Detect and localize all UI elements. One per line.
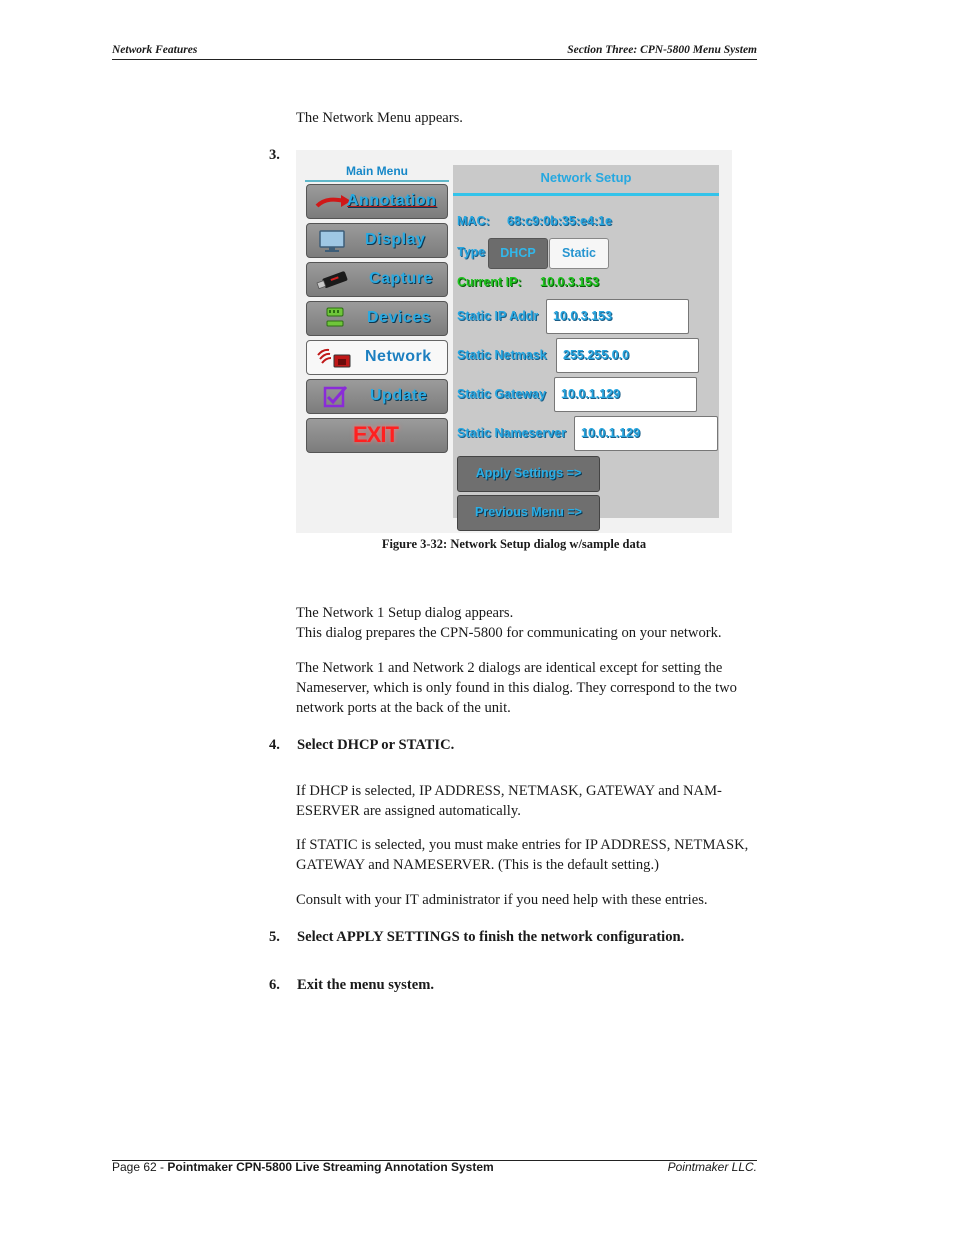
gateway-label: Static Gateway [457, 387, 546, 401]
netmask-value: 255.255.0.0 [563, 348, 630, 362]
nameserver-value: 10.0.1.129 [581, 426, 641, 440]
paragraph-1-line-1: The Network 1 Setup dialog appears. [296, 605, 514, 621]
static-ip-label: Static IP Addr [457, 309, 539, 323]
footer-left [112, 1160, 494, 1174]
static-toggle[interactable]: Static [549, 238, 609, 269]
running-header-right: Section Three: CPN-5800 Menu System [567, 44, 757, 56]
gateway-field[interactable] [554, 377, 697, 412]
menu-annotation-label: Annotation [347, 192, 437, 209]
gateway-value: 10.0.1.129 [561, 387, 621, 401]
exit-sign-icon: EXIT [353, 422, 398, 447]
dhcp-toggle[interactable]: DHCP [488, 238, 548, 269]
current-ip-label: Current IP: [457, 275, 522, 289]
step-6-text: Exit the menu system. [297, 977, 435, 993]
paragraph-5: Consult with your IT administrator if you need help with these entries. [296, 892, 708, 908]
current-ip-value: 10.0.3.153 [540, 275, 600, 289]
menu-network-label: Network [365, 348, 432, 365]
footer-company: Pointmaker LLC. [667, 1160, 757, 1174]
static-ip-value: 10.0.3.153 [553, 309, 613, 323]
footer-title: Pointmaker CPN-5800 Live Streaming Annotation System [167, 1160, 494, 1174]
netmask-label: Static Netmask [457, 348, 547, 362]
menu-network-button[interactable] [306, 340, 448, 375]
paragraph-4: If STATIC is selected, you must make entries for IP ADDRESS, NETMASK, GATEWAY and NAMESERVER. (This is the default setting.) [296, 837, 749, 873]
running-header-left: Network Features [112, 44, 198, 56]
menu-exit-button[interactable] [306, 418, 448, 453]
footer-page: Page 62 - [112, 1160, 168, 1174]
step-4-number: 4. [269, 737, 280, 753]
type-label: Type [457, 245, 486, 259]
menu-display-label: Display [365, 231, 426, 248]
menu-devices-label: Devices [367, 309, 431, 326]
header-rule [112, 59, 757, 60]
menu-annotation-button[interactable] [306, 184, 448, 219]
network-setup-title: Network Setup [453, 165, 719, 196]
intro-paragraph: The Network Menu appears. [296, 110, 463, 126]
static-ip-field[interactable] [546, 299, 689, 334]
menu-display-button[interactable] [306, 223, 448, 258]
checkbox-icon [315, 385, 353, 409]
nameserver-label: Static Nameserver [457, 426, 567, 440]
monitor-icon [315, 229, 353, 253]
menu-update-label: Update [370, 387, 428, 404]
paragraph-3: If DHCP is selected, IP ADDRESS, NETMASK, GATEWAY and NAM-ESERVER are assigned automatically. [296, 783, 722, 819]
usb-drive-icon [315, 268, 353, 292]
menu-capture-button[interactable] [306, 262, 448, 297]
step-5-text: Select APPLY SETTINGS to finish the network configuration. [297, 929, 685, 945]
nameserver-field[interactable] [574, 416, 718, 451]
menu-update-button[interactable] [306, 379, 448, 414]
netmask-field[interactable] [556, 338, 699, 373]
step-6-number: 6. [269, 977, 280, 993]
network-setup-figure [296, 150, 732, 533]
main-menu-title: Main Menu [305, 164, 449, 182]
menu-capture-label: Capture [369, 270, 433, 287]
mac-value: 68:c9:0b:35:e4:1e [507, 214, 612, 228]
devices-icon [315, 307, 353, 331]
network-icon [315, 346, 353, 370]
figure-caption: Figure 3-32: Network Setup dialog w/sample data [381, 537, 647, 551]
previous-menu-button[interactable]: Previous Menu => [457, 495, 600, 531]
step-5-number: 5. [269, 929, 280, 945]
menu-devices-button[interactable] [306, 301, 448, 336]
paragraph-2: The Network 1 and Network 2 dialogs are identical except for setting the Nameserver, which is only found in this dialog. They correspond to the two network ports at the back of the unit. [296, 660, 737, 716]
apply-settings-button[interactable]: Apply Settings => [457, 456, 600, 492]
paragraph-1-line-2: This dialog prepares the CPN-5800 for communicating on your network. [296, 625, 722, 641]
step-3-number: 3. [269, 147, 280, 163]
step-4-text: Select DHCP or STATIC. [297, 737, 455, 753]
network-setup-panel [453, 165, 719, 518]
mac-label: MAC: [457, 214, 490, 228]
